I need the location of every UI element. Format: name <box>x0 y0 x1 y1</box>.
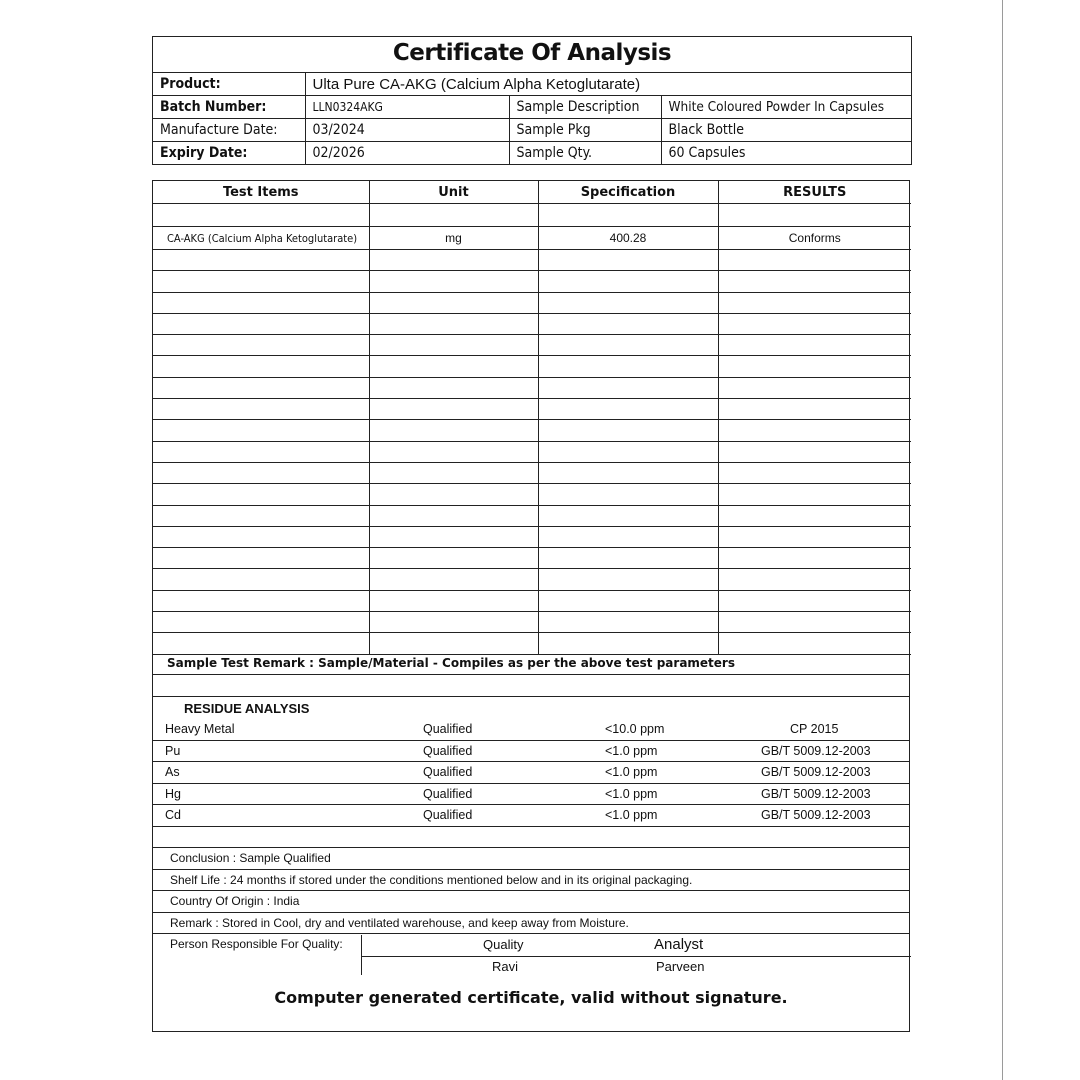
residue-standard: CP 2015 <box>790 722 839 736</box>
analyst-person: Parveen <box>656 959 705 974</box>
analyst-label: Analyst <box>654 936 704 953</box>
residue-standard: GB/T 5009.12-2003 <box>761 786 871 801</box>
spacer-row <box>153 675 909 697</box>
batch-value: LLN0324AKG <box>305 96 509 119</box>
residue-status: Qualified <box>423 808 473 822</box>
col-unit: Unit <box>369 181 538 204</box>
table-row <box>153 227 911 250</box>
product-label: Product: <box>153 73 305 96</box>
signature-line <box>361 956 911 957</box>
conclusion-row <box>153 848 909 870</box>
pkg-value: Black Bottle <box>661 119 911 142</box>
shelf-life: Shelf Life : 24 months if stored under the conditions mentioned below and in its original packaging. <box>170 872 693 887</box>
origin-row <box>153 891 909 913</box>
signature-divider <box>361 935 362 975</box>
storage-row <box>153 913 909 935</box>
residue-row-pu <box>153 741 909 763</box>
certificate-validity-statement: Computer generated certificate, valid without signature. <box>274 988 788 1007</box>
residue-name: Pu <box>165 743 181 758</box>
residue-row-heavy-metal <box>153 719 909 741</box>
residue-name: Cd <box>165 808 181 822</box>
sample-remark: Sample Test Remark : Sample/Material - Compiles as per the above test parameters <box>167 656 735 670</box>
residue-status: Qualified <box>423 786 473 801</box>
person-responsible-label: Person Responsible For Quality: <box>170 937 343 951</box>
residue-limit: <1.0 ppm <box>605 765 658 779</box>
residue-limit: <10.0 ppm <box>605 722 665 736</box>
residue-row-cd <box>153 805 909 827</box>
sample-desc-label: Sample Description <box>509 96 661 119</box>
residue-name: Hg <box>165 786 181 801</box>
residue-limit: <1.0 ppm <box>605 808 658 822</box>
residue-status: Qualified <box>423 722 473 736</box>
pkg-label: Sample Pkg <box>509 119 661 142</box>
conclusion: Conclusion : Sample Qualified <box>170 851 331 865</box>
col-test-items: Test Items <box>153 181 369 204</box>
product-value: Ulta Pure CA-AKG (Calcium Alpha Ketoglutarate) <box>305 73 911 96</box>
sample-desc-value: White Coloured Powder In Capsules <box>661 96 911 119</box>
residue-row-as <box>153 762 909 784</box>
shelf-life-row <box>153 870 909 892</box>
residue-status: Qualified <box>423 743 473 758</box>
residue-limit: <1.0 ppm <box>605 786 658 801</box>
col-results: RESULTS <box>718 181 911 204</box>
mfg-label: Manufacture Date: <box>153 119 305 142</box>
residue-title: RESIDUE ANALYSIS <box>184 701 310 716</box>
spacer-row <box>153 827 909 849</box>
test-item-result: Conforms <box>718 227 911 250</box>
quality-label: Quality <box>483 937 524 952</box>
batch-label: Batch Number: <box>153 96 305 119</box>
residue-title-row <box>153 697 909 719</box>
page-edge-line <box>1002 0 1003 1080</box>
sample-remark-row <box>153 651 909 675</box>
certificate-header <box>152 36 912 165</box>
certificate-title: Certificate Of Analysis <box>153 37 911 73</box>
residue-limit: <1.0 ppm <box>605 743 658 758</box>
country-of-origin: Country Of Origin : India <box>170 894 300 908</box>
residue-standard: GB/T 5009.12-2003 <box>761 808 871 822</box>
col-specification: Specification <box>538 181 718 204</box>
test-items-table <box>153 181 911 655</box>
residue-standard: GB/T 5009.12-2003 <box>761 743 871 758</box>
residue-status: Qualified <box>423 765 473 779</box>
test-item-name: CA-AKG (Calcium Alpha Ketoglutarate) <box>153 227 369 250</box>
residue-row-hg <box>153 784 909 806</box>
qty-value: 60 Capsules <box>661 142 911 165</box>
test-item-unit: mg <box>369 227 538 250</box>
qty-label: Sample Qty. <box>509 142 661 165</box>
residue-standard: GB/T 5009.12-2003 <box>761 765 871 779</box>
test-item-spec: 400.28 <box>538 227 718 250</box>
storage-remark: Remark : Stored in Cool, dry and ventilated warehouse, and keep away from Moisture. <box>170 915 629 930</box>
residue-name: As <box>165 765 180 779</box>
quality-person: Ravi <box>492 959 519 974</box>
product-info-table <box>153 73 911 164</box>
analysis-body <box>152 180 910 1032</box>
expiry-value: 02/2026 <box>305 142 509 165</box>
residue-name: Heavy Metal <box>165 722 235 736</box>
mfg-value: 03/2024 <box>305 119 509 142</box>
expiry-label: Expiry Date: <box>153 142 305 165</box>
